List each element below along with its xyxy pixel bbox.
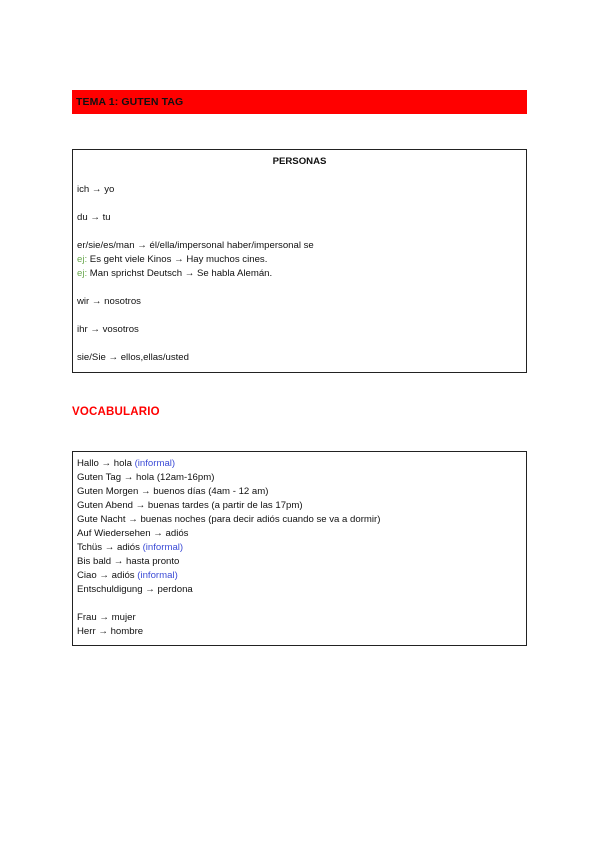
spacer — [77, 197, 522, 211]
spacer — [77, 225, 522, 239]
spacer — [77, 337, 522, 351]
example-2-prefix: ej: — [77, 268, 88, 279]
example-2-text: Man sprichst Deutsch → Se habla Alemán. — [87, 268, 273, 279]
personas-heading: PERSONAS — [272, 156, 327, 167]
spacer — [77, 597, 522, 611]
vocab-tschuess-text: Tchüs → adiós — [77, 542, 143, 553]
personas-box — [72, 149, 527, 373]
vocab-tschuess-note: (informal) — [142, 542, 184, 553]
pronoun-du: du → tu — [77, 212, 111, 223]
example-1-prefix: ej: — [77, 254, 88, 265]
vocab-guten-tag: Guten Tag → hola (12am-16pm) — [77, 472, 215, 483]
vocab-hallo-text: Hallo → hola — [77, 458, 135, 469]
spacer — [77, 281, 522, 295]
topic-title-bar — [72, 90, 527, 114]
vocab-tschuess — [77, 541, 522, 555]
pronoun-wir: wir → nosotros — [77, 296, 141, 307]
vocab-bis-bald: Bis bald → hasta pronto — [77, 556, 180, 567]
vocabulario-title: VOCABULARIO — [72, 406, 160, 418]
vocab-hallo-note: (informal) — [134, 458, 176, 469]
vocab-gute-nacht: Gute Nacht → buenas noches (para decir adiós cuando se va a dormir) — [77, 514, 381, 525]
pronoun-ihr: ihr → vosotros — [77, 324, 139, 335]
example-1-text: Es geht viele Kinos → Hay muchos cines. — [87, 254, 268, 265]
vocab-guten-morgen: Guten Morgen → buenos días (4am - 12 am) — [77, 486, 269, 497]
vocab-hallo — [77, 457, 522, 471]
vocab-ciao-note: (informal) — [137, 570, 178, 581]
pronoun-er: er/sie/es/man → él/ella/impersonal haber/impersonal se — [77, 240, 314, 251]
vocab-ciao-text: Ciao → adiós — [77, 570, 138, 581]
topic-title: TEMA 1: GUTEN TAG — [76, 96, 184, 108]
example-2 — [77, 267, 522, 281]
vocab-auf-wiedersehen: Auf Wiedersehen → adiós — [77, 528, 189, 539]
vocab-herr: Herr → hombre — [77, 626, 144, 637]
vocabulario-box — [72, 451, 527, 646]
pronoun-ich: ich → yo — [77, 184, 115, 195]
pronoun-sie: sie/Sie → ellos,ellas/usted — [77, 352, 189, 363]
example-1 — [77, 253, 522, 267]
spacer — [77, 309, 522, 323]
vocab-entschuldigung: Entschuldigung → perdona — [77, 584, 193, 595]
vocab-ciao — [77, 569, 522, 583]
vocab-guten-abend: Guten Abend → buenas tardes (a partir de las 17pm) — [77, 500, 303, 511]
vocab-frau: Frau → mujer — [77, 612, 136, 623]
